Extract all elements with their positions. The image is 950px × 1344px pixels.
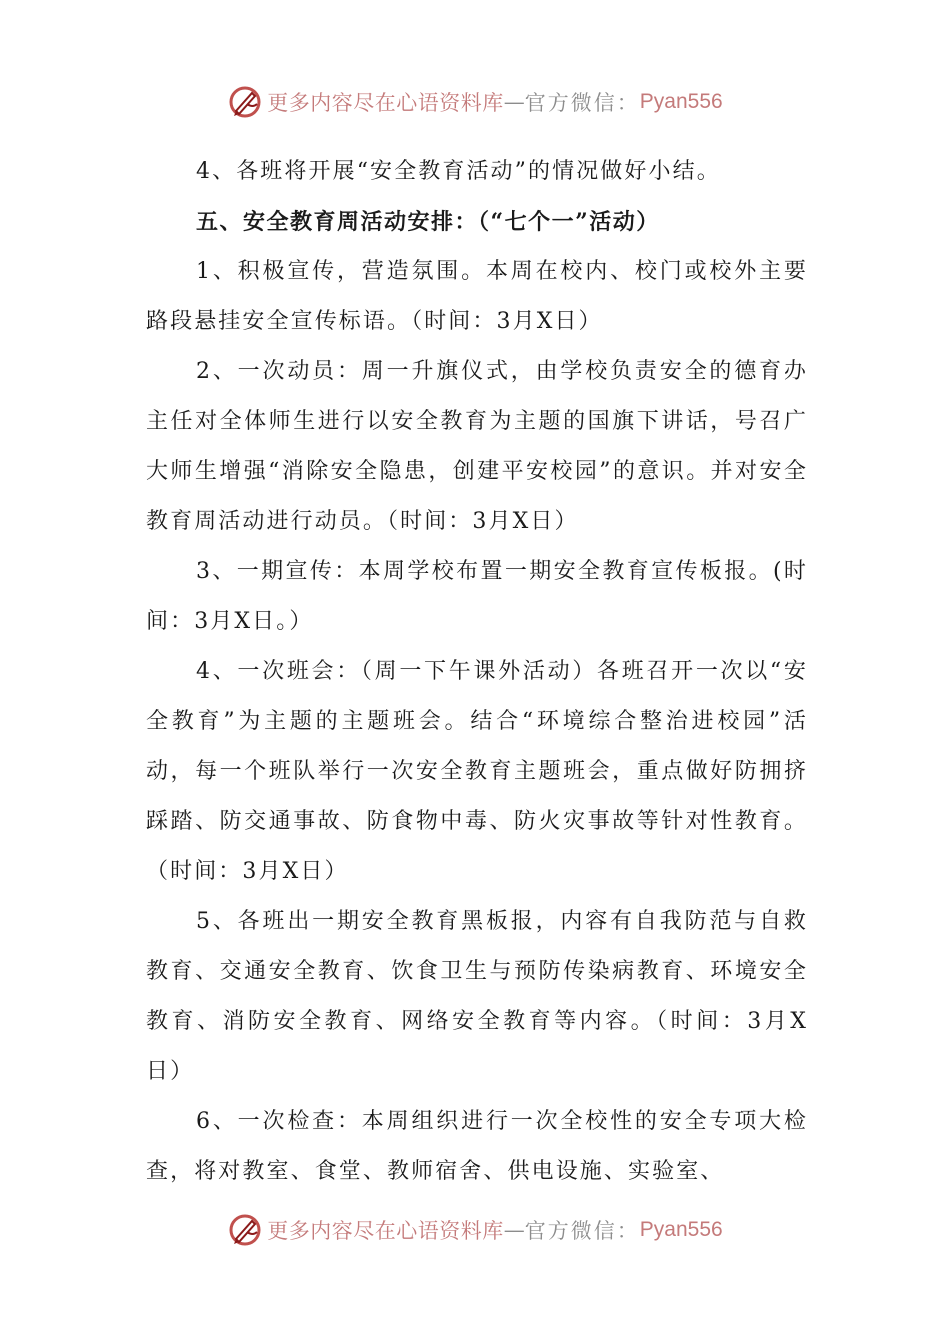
pen-seal-icon [227,84,263,120]
header-banner [0,82,950,122]
banner-promo-text: 更多内容尽在心语资料库 [267,91,504,115]
banner-separator: — [503,1218,525,1242]
banner-wechat-id: Pyan556 [639,1218,723,1241]
pen-seal-icon [227,1212,263,1248]
banner-separator: — [503,90,525,114]
paragraph-activity-4: 4、一次班会：（周一下午课外活动）各班召开一次以“安全教育”为主题的主题班会。结合“环境综合整治进校园”活动，每一个班队举行一次安全教育主题班会，重点做好防拥挤踩踏、防交通事故、防食物中毒、防火灾事故等针对性教育。（时间：3月X日） [146,659,808,884]
section-heading-five: 五、安全教育周活动安排：（“七个一”活动） [196,209,660,235]
banner-promo-text: 更多内容尽在心语资料库 [267,1219,504,1243]
footer-banner [0,1210,950,1250]
paragraph-activity-2: 2、一次动员：周一升旗仪式，由学校负责安全的德育办主任对全体师生进行以安全教育为主题的国旗下讲话，号召广大师生增强“消除安全隐患，创建平安校园”的意识。并对安全教育周活动进行动员。（时间：3月X日） [146,359,808,534]
document-body [146,147,808,1197]
paragraph-item-4-summary: 4、各班将开展“安全教育活动”的情况做好小结。 [196,159,721,184]
banner-wechat-id: Pyan556 [639,90,723,113]
paragraph-activity-5: 5、各班出一期安全教育黑板报，内容有自我防范与自救教育、交通安全教育、饮食卫生与预防传染病教育、环境安全教育、消防安全教育、网络安全教育等内容。（时间：3月X日） [146,909,808,1084]
banner-wechat-label: 官方微信： [524,91,640,115]
banner-wechat-label: 官方微信： [524,1219,640,1243]
paragraph-activity-6: 6、一次检查：本周组织进行一次全校性的安全专项大检查，将对教室、食堂、教师宿舍、供电设施、实验室、 [146,1109,808,1184]
paragraph-activity-3: 3、一期宣传：本周学校布置一期安全教育宣传板报。(时间：3月X日。） [146,559,808,634]
paragraph-activity-1: 1、积极宣传，营造氛围。本周在校内、校门或校外主要路段悬挂安全宣传标语。（时间：3月X日） [146,259,808,334]
